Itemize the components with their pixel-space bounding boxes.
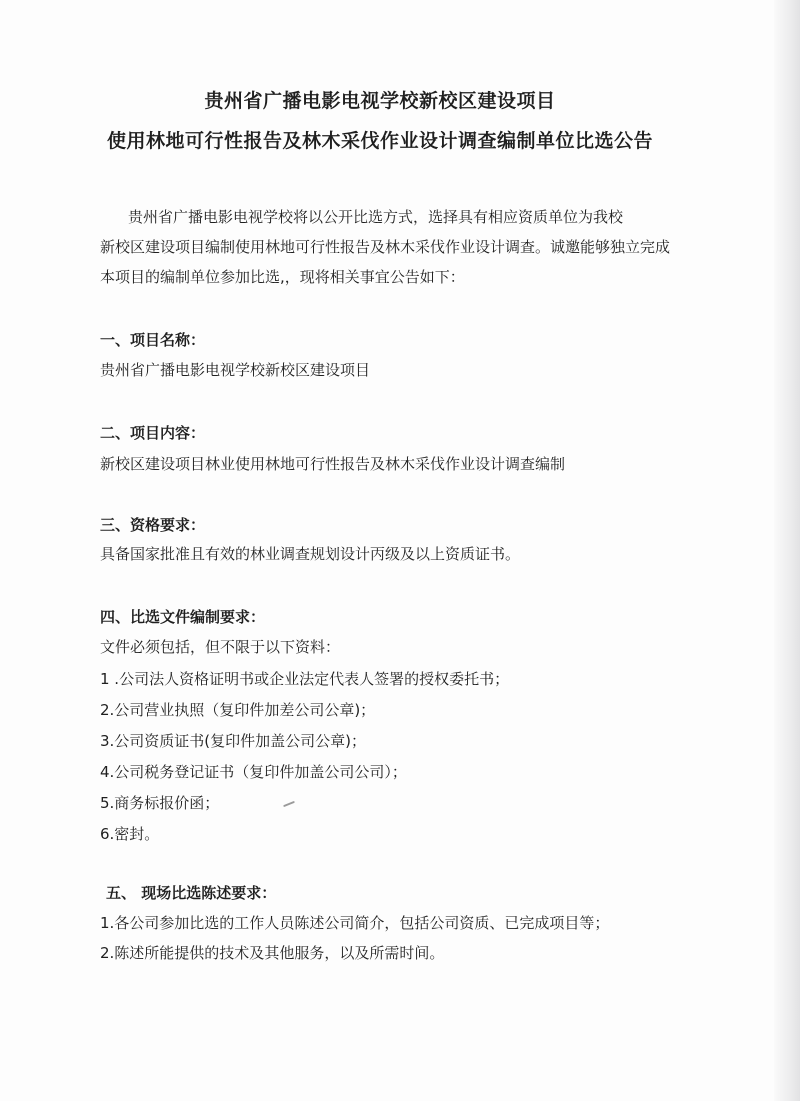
section-4-item-1: 1 .公司法人资格证明书或企业法定代表人签署的授权委托书； bbox=[100, 670, 510, 688]
section-5-item-1: 1.各公司参加比选的工作人员陈述公司简介，包括公司资质、已完成项目等； bbox=[100, 914, 610, 932]
intro-paragraph-line-1: 贵州省广播电影电视学校将以公开比选方式，选择具有相应资质单位为我校 bbox=[128, 208, 624, 226]
section-2-content: 新校区建设项目林业使用林地可行性报告及林木采伐作业设计调查编制 bbox=[100, 455, 566, 473]
section-4-item-6: 6.密封。 bbox=[100, 825, 160, 843]
section-3-heading: 三、资格要求： bbox=[100, 516, 206, 534]
document-title-line-2: 使用林地可行性报告及林木采伐作业设计调查编制单位比选公告 bbox=[106, 130, 653, 152]
section-4-heading: 四、比选文件编制要求： bbox=[100, 608, 266, 626]
section-4-item-2: 2.公司营业执照（复印件加差公司公章)； bbox=[100, 701, 376, 719]
scan-edge-shadow bbox=[774, 0, 800, 1101]
section-4-item-4: 4.公司税务登记证书（复印件加盖公司公司）； bbox=[100, 763, 407, 781]
intro-paragraph-line-2: 新校区建设项目编制使用林地可行性报告及林木采伐作业设计调查。诚邀能够独立完成 bbox=[100, 238, 671, 256]
section-5-item-2: 2.陈述所能提供的技术及其他服务，以及所需时间。 bbox=[100, 944, 445, 962]
section-2-heading: 二、项目内容： bbox=[100, 424, 206, 442]
document-title-line-1: 贵州省广播电影电视学校新校区建设项目 bbox=[204, 90, 556, 112]
section-1-heading: 一、项目名称： bbox=[100, 331, 206, 349]
section-4-lead: 文件必须包括，但不限于以下资料： bbox=[100, 638, 341, 656]
intro-paragraph-line-3: 本项目的编制单位参加比选,，现将相关事宜公告如下： bbox=[100, 268, 465, 286]
section-4-item-5: 5.商务标报价函； bbox=[100, 794, 220, 812]
pen-stroke-mark bbox=[283, 801, 295, 807]
section-4-item-3: 3.公司资质证书(复印件加盖公司公章)； bbox=[100, 732, 367, 750]
section-5-heading: 五、 现场比选陈述要求： bbox=[106, 884, 277, 902]
section-1-content: 贵州省广播电影电视学校新校区建设项目 bbox=[100, 361, 371, 379]
section-3-content: 具备国家批准且有效的林业调查规划设计丙级及以上资质证书。 bbox=[100, 545, 521, 563]
